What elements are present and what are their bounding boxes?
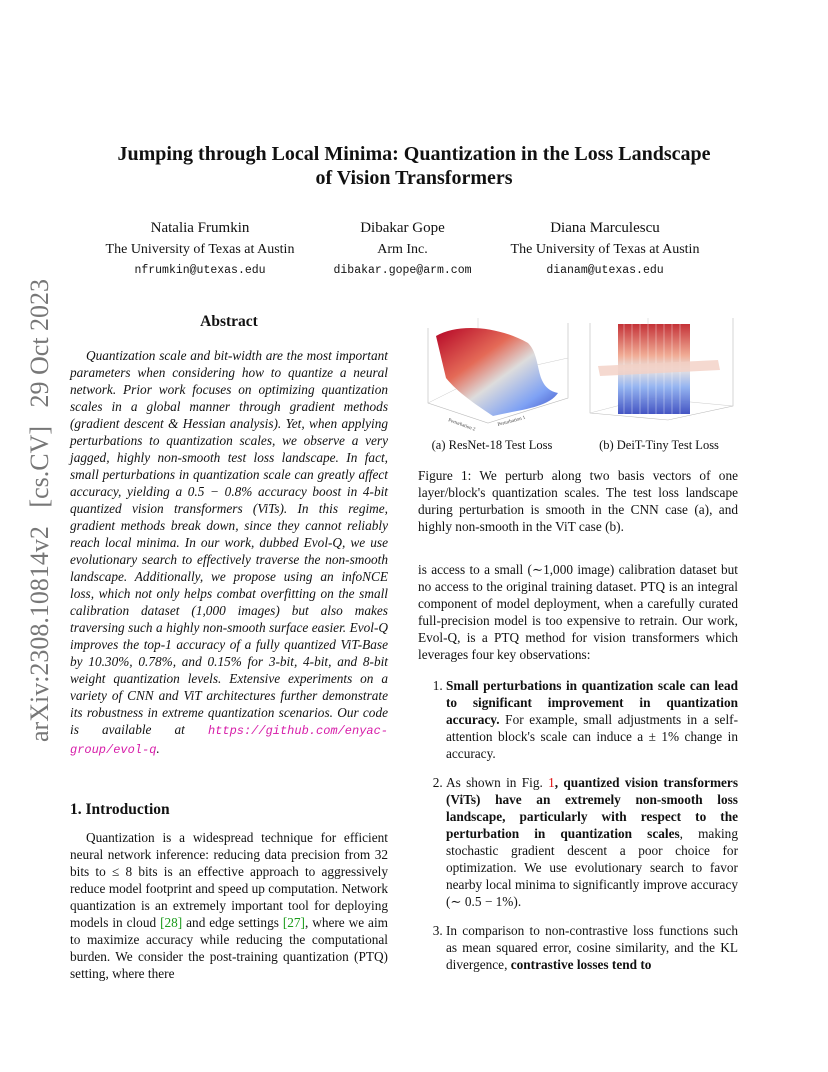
right-column: [418, 561, 738, 985]
author-affiliation: The University of Texas at Austin: [510, 242, 700, 257]
abstract-text: Quantization scale and bit-width are the most important parameters when considering how to quantize a neural network. Prior work focuses on optimizing quantization scales in a global manner through gradient methods (gradient descent & Hessian analysis). Yet, when applying perturbations to quantization scales, we observe a very jagged, highly non-smooth test loss landscape. In fact, small perturbations in quantization scale can greatly affect accuracy, yielding a 0.5 − 0.8% accuracy boost in 4-bit quantized vision transformers (ViTs). In this regime, gradient methods break down, since they cannot reliably reach local minima. In our work, dubbed Evol-Q, we use evolutionary search to effectively traverse the non-smooth landscape. Additionally, we propose using an infoNCE loss, which not only helps combat overfitting on the small calibration dataset (1,000 images) but also makes traversing such a highly non-smooth surface easier. Evol-Q improves the top-1 accuracy of a fully quantized ViT-Base by 10.30%, 0.78%, and 0.15% for 3-bit, 4-bit, and 8-bit weight quantization levels. Extensive experiments on a variety of CNN and ViT architectures further demonstrate its robustness in extreme quantization scenarios. Our code is available at https://github.com/enyac-group/evol-q.: [70, 348, 388, 757]
author-email: dibakar.gope@arm.com: [333, 264, 472, 277]
arxiv-stamp: [20, 278, 60, 748]
subfigure-a-caption: (a) ResNet-18 Test Loss: [431, 438, 553, 452]
author-block-2: [315, 218, 490, 281]
author-block-1: [95, 218, 305, 281]
arxiv-id: arXiv:2308.10814v2: [25, 526, 54, 742]
list-item: 3. In comparison to non-contrastive loss functions such as mean squared error, cosine similarity, and the KL divergence, contrastive losses tend to: [446, 922, 738, 973]
title-line-2: of Vision Transformers: [315, 167, 513, 189]
figure-caption: Figure 1: We perturb along two basis vectors of one layer/block's quantization scales. The test loss landscape during perturbation is smooth in the CNN case (a), and highly non-smooth in the ViT case (b).: [418, 468, 738, 534]
abstract-heading: Abstract: [200, 313, 258, 330]
observations-list: [418, 677, 738, 973]
code-link[interactable]: https://github.com/enyac-group/evol-q: [70, 724, 388, 757]
author-email: dianam@utexas.edu: [546, 264, 664, 277]
arxiv-category: [cs.CV]: [25, 425, 54, 508]
list-item: 2. As shown in Fig. 1, quantized vision transformers (ViTs) have an extremely non-smooth loss landscape, particularly with respect to the perturbation in quantization scales, making stochastic gradient descent a poor choice for optimization. We use evolutionary search to favor nearby local minima to significantly improve accuracy (∼ 0.5 − 1%).: [446, 774, 738, 910]
paper-title: [40, 142, 788, 190]
plot-a: [428, 318, 568, 433]
author-name: Natalia Frumkin: [150, 220, 250, 236]
intro-paragraph: Quantization is a widespread technique for efficient neural network inference: reducing data precision from 32 bits to ≤ 8 bits is an effective approach to aggressively reduce model footprint and speed up computation. Network quantization is an extremely important tool for deploying models in cloud [28] and edge settings [27], where we aim to maximize accuracy while reducing the computational burden. We consider the post-training quantization (PTQ) setting, where there: [70, 830, 388, 981]
figure-1: [418, 318, 740, 438]
arxiv-date: 29 Oct 2023: [25, 278, 54, 408]
plot-a-axis-1: Perturbation 1: [497, 415, 527, 428]
author-block-3: [500, 218, 710, 281]
citation-link[interactable]: [27]: [282, 915, 305, 930]
left-column: [70, 313, 388, 982]
figure-1-plots: [418, 318, 740, 438]
author-affiliation: Arm Inc.: [377, 242, 428, 257]
author-email: nfrumkin@utexas.edu: [134, 264, 266, 277]
author-affiliation: The University of Texas at Austin: [105, 242, 295, 257]
plot-b: [590, 318, 733, 420]
intro-heading: 1. Introduction: [70, 801, 170, 818]
subfigure-b-caption: (b) DeiT-Tiny Test Loss: [599, 438, 719, 452]
title-line-1: Jumping through Local Minima: Quantization in the Loss Landscape: [117, 143, 711, 165]
author-name: Diana Marculescu: [550, 220, 660, 236]
author-name: Dibakar Gope: [360, 220, 445, 236]
list-item: 1. Small perturbations in quantization scale can lead to significant improvement in quantization accuracy. For example, small adjustments in a self-attention block's scale can induce a ± 1% change in accuracy.: [446, 677, 738, 762]
right-paragraph: is access to a small (∼1,000 image) calibration dataset but no access to the original training dataset. PTQ is an integral component of model deployment, when a carefully curated full-precision model is too expensive to retrain. Our work, Evol-Q, is a PTQ method for vision transformers which leverages four key observations:: [418, 562, 738, 662]
citation-link[interactable]: [28]: [160, 915, 183, 930]
figure-ref-link[interactable]: 1: [548, 775, 555, 790]
plot-a-axis-2: Perturbation 2: [447, 418, 476, 433]
